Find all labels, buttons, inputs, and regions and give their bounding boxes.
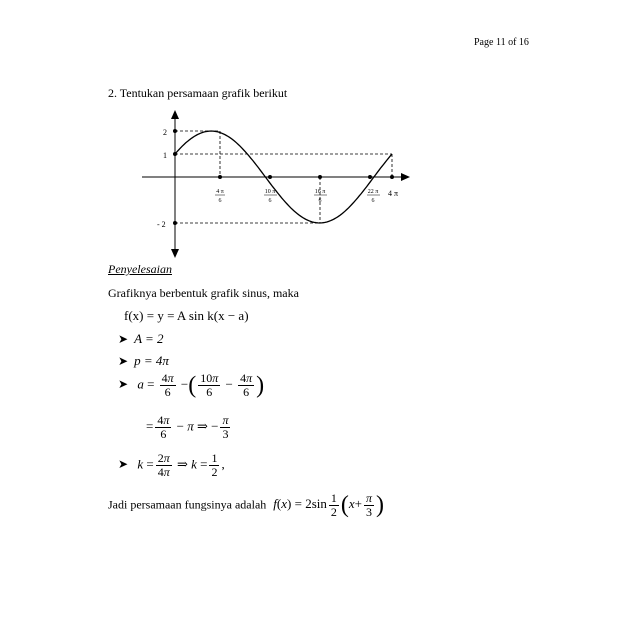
x-tick-4-den: 6 [371,198,375,204]
y-tick-minus-2: - 2 [157,220,166,229]
x-tick-3-den: 6 [318,198,322,204]
step-phase-result: = $\frac{4\pi}{6}$ − π ⇒ − $\frac{\pi}{3}$ [146,413,229,441]
tick-dot-y1 [173,152,177,156]
y-axis-arrow-top [171,110,179,119]
y-axis-arrow-bottom [171,249,179,258]
bullet-icon: ➤ [118,457,129,472]
step-phase: ➤ a = $\frac{4\pi}{6}$ −( $\frac{10\pi}{6}$ − $\frac{4\pi}{6}$ ) [118,371,265,399]
step-k: ➤ k = $\frac{2\pi}{4\pi}$ ⇒ k = $\frac{1}{2}$ , [118,451,225,479]
tick-dot-ym2 [173,221,177,225]
x-tick-4-num: 22 π [367,189,379,195]
conclusion-text: Jadi persamaan fungsinya adalah [108,497,267,512]
y-tick-2: 2 [163,128,167,137]
solution-intro: Grafiknya berbentuk grafik sinus, maka [108,286,299,300]
x-tick-1-num: 4 π [216,189,224,195]
solution-heading: Penyelesaian [108,262,172,276]
step-period: ➤ p = 4π [118,353,169,368]
x-end-label: 4 π [388,189,399,198]
x-tick-2-num: 10 π [264,189,276,195]
conclusion [108,492,384,519]
tick-dot-x5 [390,175,394,179]
question-text: 2. Tentukan persamaan grafik berikut [108,86,288,100]
y-tick-1: 1 [163,151,167,160]
x-tick-2-den: 6 [268,198,272,204]
x-axis-arrow [401,173,410,181]
final-equation: f(x) = 2sin $\frac{1}{2}$ (x+ $\frac{\pi}{3}$ ) [273,491,385,519]
bullet-icon: ➤ [118,377,129,392]
general-formula: f(x) = y = A sin k(x − a) [124,308,249,323]
x-tick-3-num: 16 π [314,189,326,195]
page-number: Page 11 of 16 [474,37,529,48]
tick-dot-x4 [368,175,372,179]
tick-dot-y2 [173,129,177,133]
bullet-icon: ➤ [118,354,129,368]
bullet-icon: ➤ [118,332,129,346]
x-tick-1-den: 6 [218,198,222,204]
tick-dot-x3 [318,175,322,179]
tick-dot-x2 [268,175,272,179]
step-amplitude: ➤ A = 2 [118,331,164,346]
tick-dot-x1 [218,175,222,179]
